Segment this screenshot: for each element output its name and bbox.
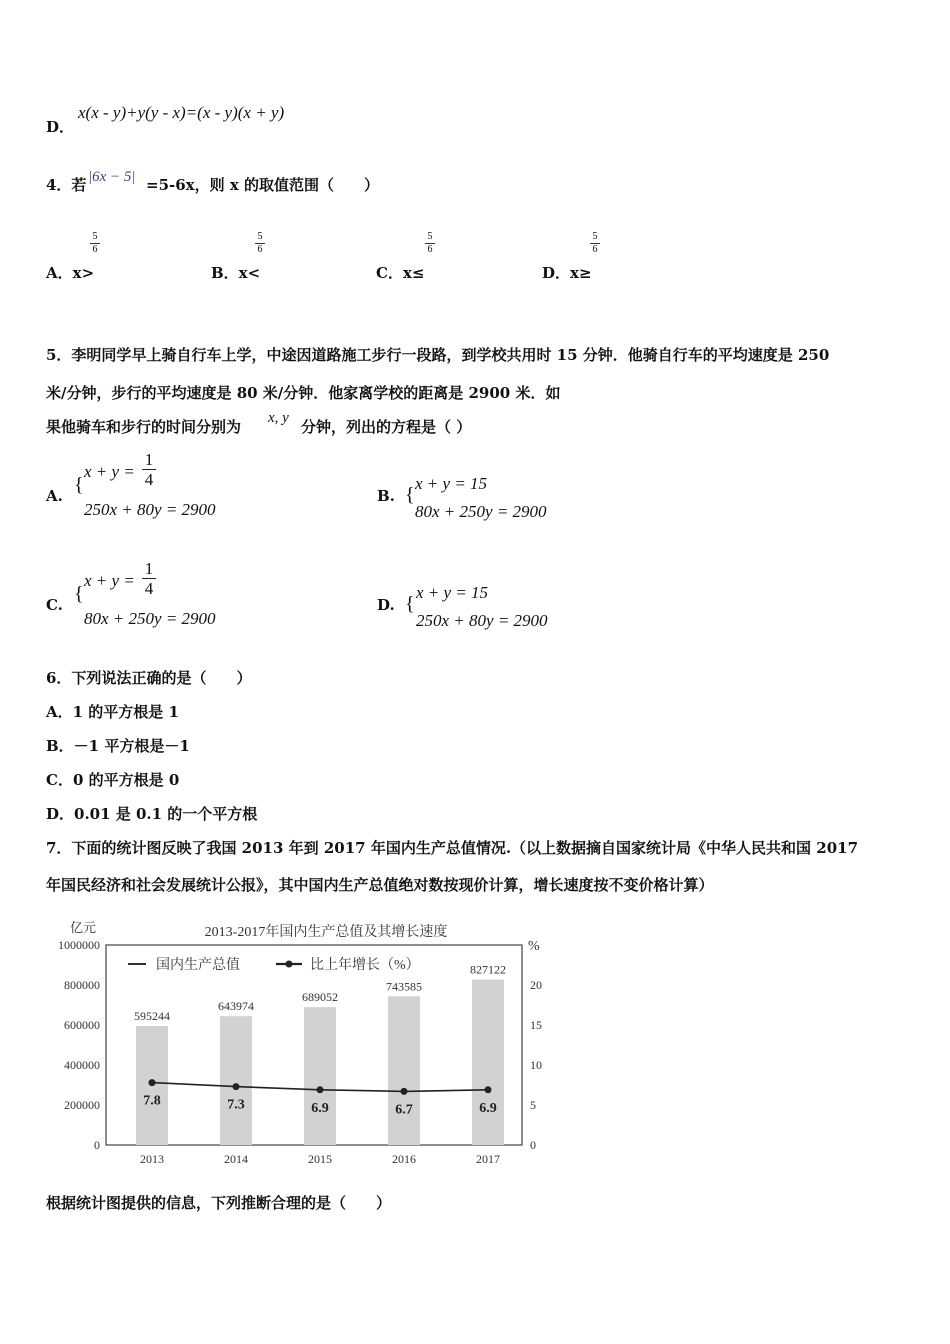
chart-growth-point: [401, 1088, 408, 1095]
chart-growth-point: [317, 1086, 324, 1093]
q5-option-a-label: A.: [46, 487, 63, 505]
q5-option-b-eq1: x + y = 15: [415, 474, 488, 493]
q4-option-a: A．x>: [46, 264, 95, 282]
chart-left-tick-label: 200000: [64, 1098, 100, 1112]
q5-stem-line3-suffix: 分钟，列出的方程是（ ）: [301, 418, 472, 436]
chart-growth-value-label: 7.3: [227, 1097, 245, 1113]
q6-option-d: D．0.01 是 0.1 的一个平方根: [46, 805, 258, 823]
q4-option-b-fraction: 5 6: [255, 232, 265, 255]
chart-right-tick-label: 15: [530, 1018, 542, 1032]
chart-growth-value-label: 6.7: [395, 1102, 413, 1118]
q5-option-d-brace: {: [405, 593, 415, 615]
q5-option-a-eq2: 250x + 80y = 2900: [84, 500, 216, 519]
chart-right-tick-label: 5: [530, 1098, 536, 1112]
q5-option-a-brace: {: [74, 474, 84, 496]
q4-option-c-fraction: 5 6: [425, 232, 435, 255]
q7-stem-line2: 年国民经济和社会发展统计公报》，其中国内生产总值绝对数按现价计算，增长速度按不变价格计算）: [46, 876, 714, 894]
q4-option-a-fraction: 5 6: [90, 232, 100, 255]
chart-right-tick-label: 10: [530, 1058, 542, 1072]
chart-right-unit: %: [528, 939, 540, 954]
q5-option-c-eq1: x + y =: [84, 571, 135, 590]
chart-bar-value-label: 827122: [470, 962, 506, 977]
chart-growth-value-label: 6.9: [311, 1100, 329, 1116]
chart-growth-point: [233, 1083, 240, 1090]
q4-stem-suffix: =5-6x，则 x 的取值范围（ ）: [146, 176, 379, 194]
q4-option-d-fraction: 5 6: [590, 232, 600, 255]
q5-option-d-label: D.: [377, 596, 395, 614]
chart-bar: [220, 1016, 252, 1145]
chart-title: 2013-2017年国内生产总值及其增长速度: [204, 925, 448, 940]
chart-growth-value-label: 7.8: [143, 1093, 161, 1109]
chart-growth-value-label: 6.9: [479, 1100, 497, 1116]
q6-option-b: B．－1 平方根是－1: [46, 737, 190, 755]
chart-bar-value-label: 595244: [134, 1008, 170, 1023]
chart-category-label: 2015: [308, 1152, 332, 1166]
q5-option-b-eq2: 80x + 250y = 2900: [415, 502, 547, 521]
q3-option-d-expression: x(x - y)+y(y - x)=(x - y)(x + y): [78, 103, 285, 122]
q7-stem-line1: 7．下面的统计图反映了我国 2013 年到 2017 年国内生产总值情况.（以上数据摘自国家统计局《中华人民共和国 2017: [46, 839, 859, 857]
q4-abs-expression: |6x − 5|: [88, 169, 136, 185]
gdp-chart: [40, 912, 560, 1174]
chart-left-unit: 亿元: [70, 920, 97, 935]
chart-legend-bar-label: 国内生产总值: [156, 958, 240, 973]
q5-option-b-label: B.: [377, 487, 395, 505]
chart-left-tick-label: 600000: [64, 1018, 100, 1032]
chart-bar-value-label: 689052: [302, 990, 338, 1005]
chart-bar: [472, 980, 504, 1145]
chart-bar-value-label: 743585: [386, 979, 422, 994]
chart-right-tick-label: 20: [530, 978, 542, 992]
chart-legend-line-label: 比上年增长（%）: [310, 958, 420, 973]
chart-right-tick-label: 0: [530, 1138, 536, 1152]
q6-option-a: A．1 的平方根是 1: [46, 703, 179, 721]
q5-option-c-fraction: 1 4: [142, 560, 156, 597]
q5-option-a-fraction: 1 4: [142, 451, 156, 488]
chart-left-tick-label: 400000: [64, 1058, 100, 1072]
q4-option-d: D．x≥: [542, 264, 592, 282]
q7-question: 根据统计图提供的信息，下列推断合理的是（ ）: [46, 1194, 392, 1212]
q5-option-d-eq2: 250x + 80y = 2900: [416, 611, 548, 630]
chart-growth-point: [485, 1086, 492, 1093]
q5-stem-line2: 米/分钟，步行的平均速度是 80 米/分钟．他家离学校的距离是 2900 米．如: [46, 384, 561, 402]
q5-option-c-brace: {: [74, 583, 84, 605]
q4-stem-prefix: 4．若: [46, 176, 87, 194]
q6-option-c: C．0 的平方根是 0: [46, 771, 180, 789]
q6-stem: 6．下列说法正确的是（ ）: [46, 669, 252, 687]
q5-variables: x, y: [268, 410, 289, 426]
q5-option-d-eq1: x + y = 15: [416, 583, 489, 602]
chart-left-tick-label: 800000: [64, 978, 100, 992]
q5-option-c-label: C.: [46, 596, 63, 614]
q5-option-a-eq1: x + y =: [84, 462, 135, 481]
q4-option-b: B．x<: [211, 264, 261, 282]
chart-left-tick-label: 1000000: [58, 938, 100, 952]
chart-category-label: 2016: [392, 1152, 416, 1166]
chart-left-tick-label: 0: [94, 1138, 100, 1152]
chart-bar-value-label: 643974: [218, 999, 254, 1014]
chart-growth-point: [149, 1079, 156, 1086]
chart-category-label: 2014: [224, 1152, 248, 1166]
q5-stem-line1: 5．李明同学早上骑自行车上学，中途因道路施工步行一段路，到学校共用时 15 分钟．他骑自行车的平均速度是 250: [46, 346, 830, 364]
q4-option-c: C．x≤: [376, 264, 425, 282]
q5-option-c-eq2: 80x + 250y = 2900: [84, 609, 216, 628]
q5-option-b-brace: {: [405, 484, 415, 506]
q3-option-d-label: D．: [46, 118, 75, 136]
chart-category-label: 2013: [140, 1152, 164, 1166]
chart-category-label: 2017: [476, 1152, 500, 1166]
q5-stem-line3-prefix: 果他骑车和步行的时间分别为: [46, 418, 242, 436]
chart-legend-line-marker: [286, 961, 293, 968]
chart-bar: [304, 1007, 336, 1145]
chart-bar: [388, 996, 420, 1145]
